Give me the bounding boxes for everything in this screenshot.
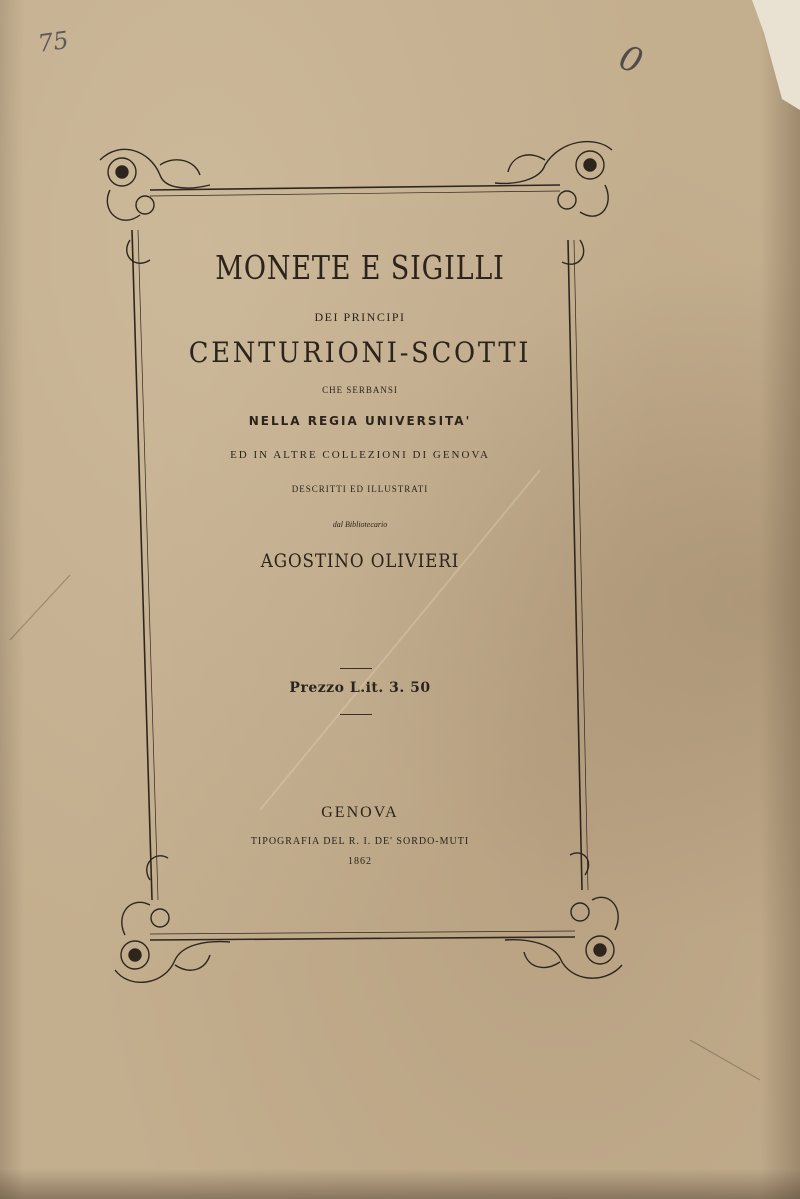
author-name: AGOSTINO OLIVIERI <box>260 550 460 572</box>
publication-city: GENOVA <box>321 804 399 821</box>
author-role: dal Bibliotecario <box>332 520 388 529</box>
pencil-note-top-left: 75 <box>36 26 71 58</box>
bottom-edge-shadow <box>0 1169 800 1199</box>
subtitle-dei-principi: DEI PRINCIPI <box>314 310 406 324</box>
subtitle-che-serbansi: CHE SERBANSI <box>322 385 398 395</box>
corner-ornament-bottom-left <box>115 856 230 983</box>
divider-below-price <box>340 714 372 715</box>
family-name: CENTURIONI-SCOTTI <box>188 336 532 369</box>
subtitle-collezioni: ED IN ALTRE COLLEZIONI DI GENOVA <box>230 449 490 461</box>
subtitle-nella-regia: NELLA REGIA UNIVERSITA' <box>248 414 472 428</box>
corner-ornament-top-right <box>495 142 612 265</box>
divider-above-price <box>340 668 372 669</box>
price-label: Prezzo L.it. 3. 50 <box>289 680 431 696</box>
publication-year: 1862 <box>348 856 372 867</box>
book-title: MONETE E SIGILLI <box>215 248 505 287</box>
printer-name: TIPOGRAFIA DEL R. I. DE' SORDO-MUTI <box>250 836 470 847</box>
subtitle-descritti: DESCRITTI ED ILLUSTRATI <box>291 484 429 494</box>
corner-ornament-top-left <box>100 149 210 263</box>
corner-ornament-bottom-right <box>505 853 622 978</box>
pencil-note-top-right: 0 <box>613 37 648 83</box>
